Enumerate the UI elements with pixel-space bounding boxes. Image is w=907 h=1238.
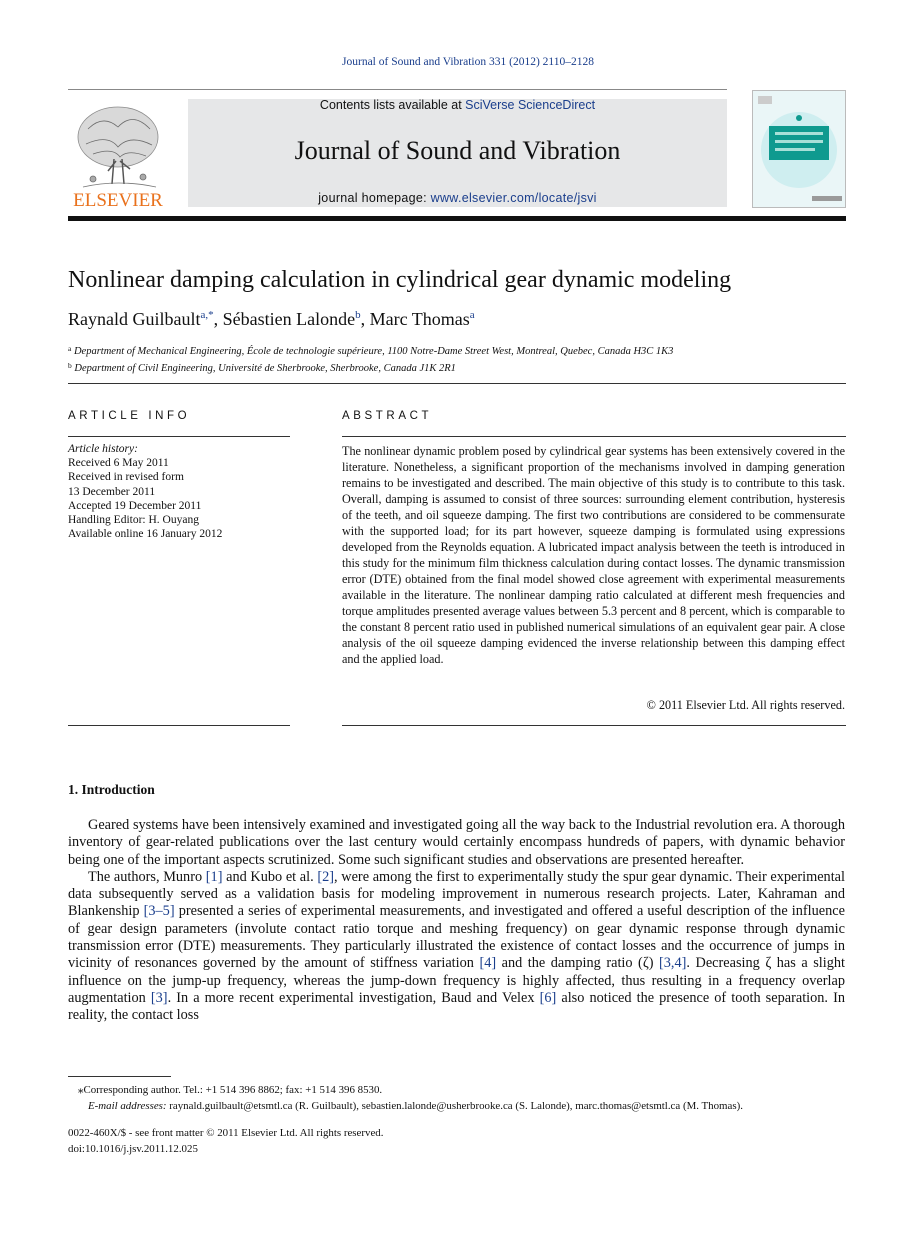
abstract-copyright: © 2011 Elsevier Ltd. All rights reserved. bbox=[646, 698, 845, 712]
text-run: and Kubo et al. bbox=[222, 868, 318, 885]
affiliation-item bbox=[68, 342, 673, 359]
affiliation-mark: b bbox=[68, 361, 72, 370]
abstract-heading: ABSTRACT bbox=[342, 410, 433, 422]
text-run: also noticed the presence of tooth separation. In reality, the contact loss bbox=[68, 989, 845, 1024]
history-line: Received in revised form bbox=[68, 471, 184, 484]
article-info-heading: ARTICLE INFO bbox=[68, 410, 191, 422]
sciencedirect-link[interactable]: SciVerse ScienceDirect bbox=[465, 98, 596, 112]
author-name[interactable]: Marc Thomas bbox=[369, 309, 470, 329]
header-top-rule bbox=[68, 89, 727, 90]
contents-prefix: Contents lists available at bbox=[319, 98, 466, 112]
affiliation-item bbox=[68, 359, 673, 376]
journal-name: Journal of Sound and Vibration bbox=[294, 136, 621, 165]
citation-link[interactable]: [6] bbox=[539, 989, 557, 1006]
citation-link[interactable]: [1] bbox=[205, 868, 223, 885]
front-matter: 0022-460X/$ - see front matter © 2011 Elsevier Ltd. All rights reserved. bbox=[68, 1127, 384, 1139]
author-affiliation-mark[interactable]: a,* bbox=[200, 309, 214, 321]
email-label: E-mail addresses: bbox=[88, 1099, 167, 1112]
homepage-prefix: journal homepage: bbox=[318, 191, 431, 205]
text-run: The authors, Munro bbox=[88, 868, 206, 885]
abstract-text: The nonlinear dynamic problem posed by cylindrical gear systems has been extensively covered in the literature. Nonetheless, a significant proportion of the mechanisms involved in damping generation remains to be investigated and described. The main objective of this study is to contribute to this task. Overall, damping is assumed to consist of three sources: surrounding element contribution, hysteresis of the teeth, and oil squeeze damping. The first two contributions are considered to be commensurate with the supported load; for its part however, squeeze damping is formulated using expressions developed from the Reynolds equation. A lubricated impact analysis between the teeth is introduced in this study for the minimum film thickness calculation during contact losses. The dynamic transmission error (DTE) obtained from the final model showed close agreement with experimental measurements available in the literature. The nonlinear damping ratio calculated at different mesh frequencies and torque amplitudes presented average values between 5.3 percent and 8 percent, which is comparable to the constant 8 percent ratio used in published numerical simulations of an equivalent gear pair. A close analysis of the oil squeeze damping evidenced the inverse relationship between this damping effect and the applied load. bbox=[342, 444, 845, 666]
corresponding-author-note: ⁎Corresponding author. Tel.: +1 514 396 8862; fax: +1 514 396 8530. bbox=[78, 1084, 383, 1096]
journal-cover-icon bbox=[752, 90, 846, 208]
citation-link[interactable]: [3,4] bbox=[659, 955, 687, 972]
author-name[interactable]: Raynald Guilbault bbox=[68, 309, 201, 329]
history-line: Accepted 19 December 2011 bbox=[68, 499, 202, 512]
citation-link[interactable]: [3–5] bbox=[143, 903, 175, 920]
elsevier-tree-icon bbox=[68, 99, 168, 209]
bottom-info bbox=[68, 1126, 383, 1157]
history-title: Article history: bbox=[68, 443, 138, 455]
section-heading-introduction: 1. Introduction bbox=[68, 782, 155, 797]
paragraph bbox=[68, 869, 845, 1025]
history-line: Received 6 May 2011 bbox=[68, 457, 169, 470]
affiliation-text: Department of Mechanical Engineering, École de technologie supérieure, 1100 Notre-Dame Street West, Montreal, Quebec, Canada H3C 1K3 bbox=[73, 346, 674, 357]
citation-link[interactable]: [2] bbox=[317, 868, 335, 885]
author-affiliation-mark[interactable]: b bbox=[355, 309, 361, 321]
journal-cover-thumbnail[interactable] bbox=[752, 90, 846, 208]
text-run: , were among the first to experimentally study the spur gear dynamic. Their experimental data subsequently served as a validation basis for modeling improvement in numerous research projects. Later, Kahraman and Blankenship bbox=[68, 868, 845, 920]
text-run: and the damping ratio (ζ) bbox=[496, 955, 660, 972]
author-affiliation-mark[interactable]: a bbox=[469, 309, 475, 321]
elsevier-wordmark: ELSEVIER bbox=[73, 190, 163, 209]
homepage-link[interactable]: www.elsevier.com/locate/jsvi bbox=[430, 191, 597, 205]
text-run: presented a series of experimental measurements, and investigated and offered a useful description of the influence of gear design parameters (involute contact ratio torque and meshing frequency) on gear dynamic response through dynamic transmission error (DTE) measurements. They particularly illustrated the existence of contact losses and the occurrence of jumps in vicinity of resonances governed by the amount of stiffness variation bbox=[68, 903, 845, 972]
history-line: Available online 16 January 2012 bbox=[68, 528, 223, 541]
footnotes bbox=[68, 1083, 743, 1114]
homepage-line bbox=[188, 191, 727, 205]
paragraph: Geared systems have been intensively examined and investigated going all the way back to the Industrial revolution era. A thorough inventory of gear-related publications over the last century would certainly encompass hundreds of papers, with dynamic behavior being one of the important aspects scrutinized. Some such significant studies and observations are presented hereafter. bbox=[68, 817, 845, 868]
affiliation-text: Department of Civil Engineering, Université de Sherbrooke, Sherbrooke, Canada J1K 2R1 bbox=[74, 363, 456, 374]
divider bbox=[342, 725, 846, 726]
article-history bbox=[68, 442, 222, 541]
affiliations bbox=[68, 342, 673, 376]
citation-link[interactable]: [4] bbox=[479, 955, 497, 972]
body-text bbox=[68, 817, 845, 1025]
doi[interactable]: doi:10.1016/j.jsv.2011.12.025 bbox=[68, 1142, 198, 1155]
footnote-rule bbox=[68, 1076, 171, 1077]
author-name[interactable]: Sébastien Lalonde bbox=[222, 309, 356, 329]
header-thick-rule bbox=[68, 216, 846, 221]
divider bbox=[342, 436, 846, 437]
text-run: . Decreasing ζ has a slight influence on the jump-up frequency, whereas the jump-down frequency is highly affected, thus resulting in a frequency overlap augmentation bbox=[68, 955, 845, 1006]
email-addresses[interactable]: raynald.guilbault@etsmtl.ca (R. Guilbault), sebastien.lalonde@usherbrooke.ca (S. Lalonde), marc.thomas@etsmtl.ca (M. Thomas). bbox=[169, 1099, 743, 1112]
email-note bbox=[68, 1099, 743, 1115]
affiliation-mark: a bbox=[68, 344, 72, 353]
article-title: Nonlinear damping calculation in cylindrical gear dynamic modeling bbox=[68, 267, 732, 293]
history-line: Handling Editor: H. Ouyang bbox=[68, 514, 199, 527]
history-line: 13 December 2011 bbox=[68, 485, 156, 498]
divider bbox=[68, 383, 846, 384]
divider bbox=[68, 725, 290, 726]
author-list: Raynald Guilbault$^{a,*}$, Sébastien Lalonde$^b$, Marc Thomas$^a$ bbox=[68, 309, 475, 329]
text-run: . In a more recent experimental investigation, Baud and Velex bbox=[167, 989, 540, 1006]
elsevier-logo[interactable] bbox=[68, 99, 168, 209]
journal-citation[interactable]: Journal of Sound and Vibration 331 (2012) 2110–2128 bbox=[342, 56, 594, 68]
contents-line bbox=[188, 98, 727, 112]
divider bbox=[68, 436, 290, 437]
citation-link[interactable]: [3] bbox=[150, 989, 168, 1006]
